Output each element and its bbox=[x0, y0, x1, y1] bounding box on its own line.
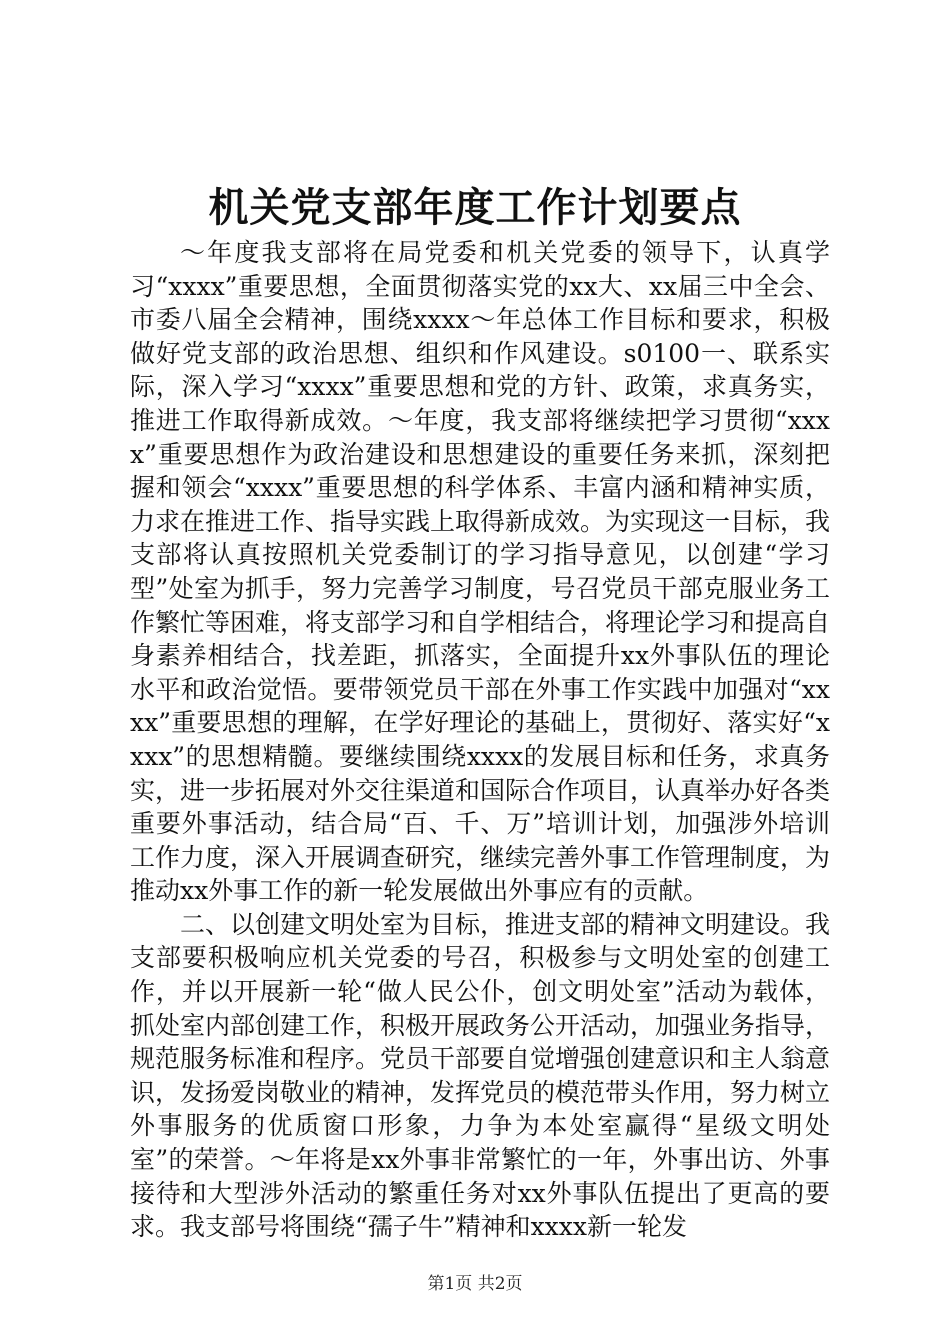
document-body bbox=[130, 236, 830, 1244]
body-paragraph-2: 二、以创建文明处室为目标，推进支部的精神文明建设。我支部要积极响应机关党委的号召，积极参与文明处室的创建工作，并以开展新一轮“做人民公仆，创文明处室”活动为载体，抓处室内部创建工作，积极开展政务公开活动，加强业务指导，规范服务标准和程序。党员干部要自觉增强创建意识和主人翁意识，发扬爱岗敬业的精神，发挥党员的模范带头作用，努力树立外事服务的优质窗口形象，力争为本处室赢得“星级文明处室”的荣誉。～年将是xx外事非常繁忙的一年，外事出访、外事接待和大型涉外活动的繁重任务对xx外事队伍提出了更高的要求。我支部号将围绕“孺子牛”精神和xxxx新一轮发 bbox=[130, 909, 831, 1242]
page-number-footer: 第1页 共2页 bbox=[427, 1274, 523, 1294]
body-paragraph-1: ～年度我支部将在局党委和机关党委的领导下，认真学习“xxxx”重要思想，全面贯彻落实党的xx大、xx届三中全会、市委八届全会精神，围绕xxxx～年总体工作目标和要求，积极做好党支部的政治思想、组织和作风建设。s0100一、联系实际，深入学习“xxxx”重要思想和党的方针、政策，求真务实，推进工作取得新成效。～年度，我支部将继续把学习贯彻“xxxx”重要思想作为政治建设和思想建设的重要任务来抓，深刻把握和领会“xxxx”重要思想的科学体系、丰富内涵和精神实质，力求在推进工作、指导实践上取得新成效。为实现这一目标，我支部将认真按照机关党委制订的学习指导意见，以创建“学习型”处室为抓手，努力完善学习制度，号召党员干部克服业务工作繁忙等困难，将支部学习和自学相结合，将理论学习和提高自身素养相结合，找差距，抓落实，全面提升xx外事队伍的理论水平和政治觉悟。要带领党员干部在外事工作实践中加强对“xxxx”重要思想的理解，在学好理论的基础上，贯彻好、落实好“xxxx”的思想精髓。要继续围绕xxxx的发展目标和任务，求真务实，进一步拓展对外交往渠道和国际合作项目，认真举办好各类重要外事活动，结合局“百、千、万”培训计划，加强涉外培训工作力度，深入开展调查研究，继续完善外事工作管理制度，为推动xx外事工作的新一轮发展做出外事应有的贡献。 bbox=[130, 238, 831, 906]
document-title: 机关党支部年度工作计划要点 bbox=[208, 184, 742, 231]
